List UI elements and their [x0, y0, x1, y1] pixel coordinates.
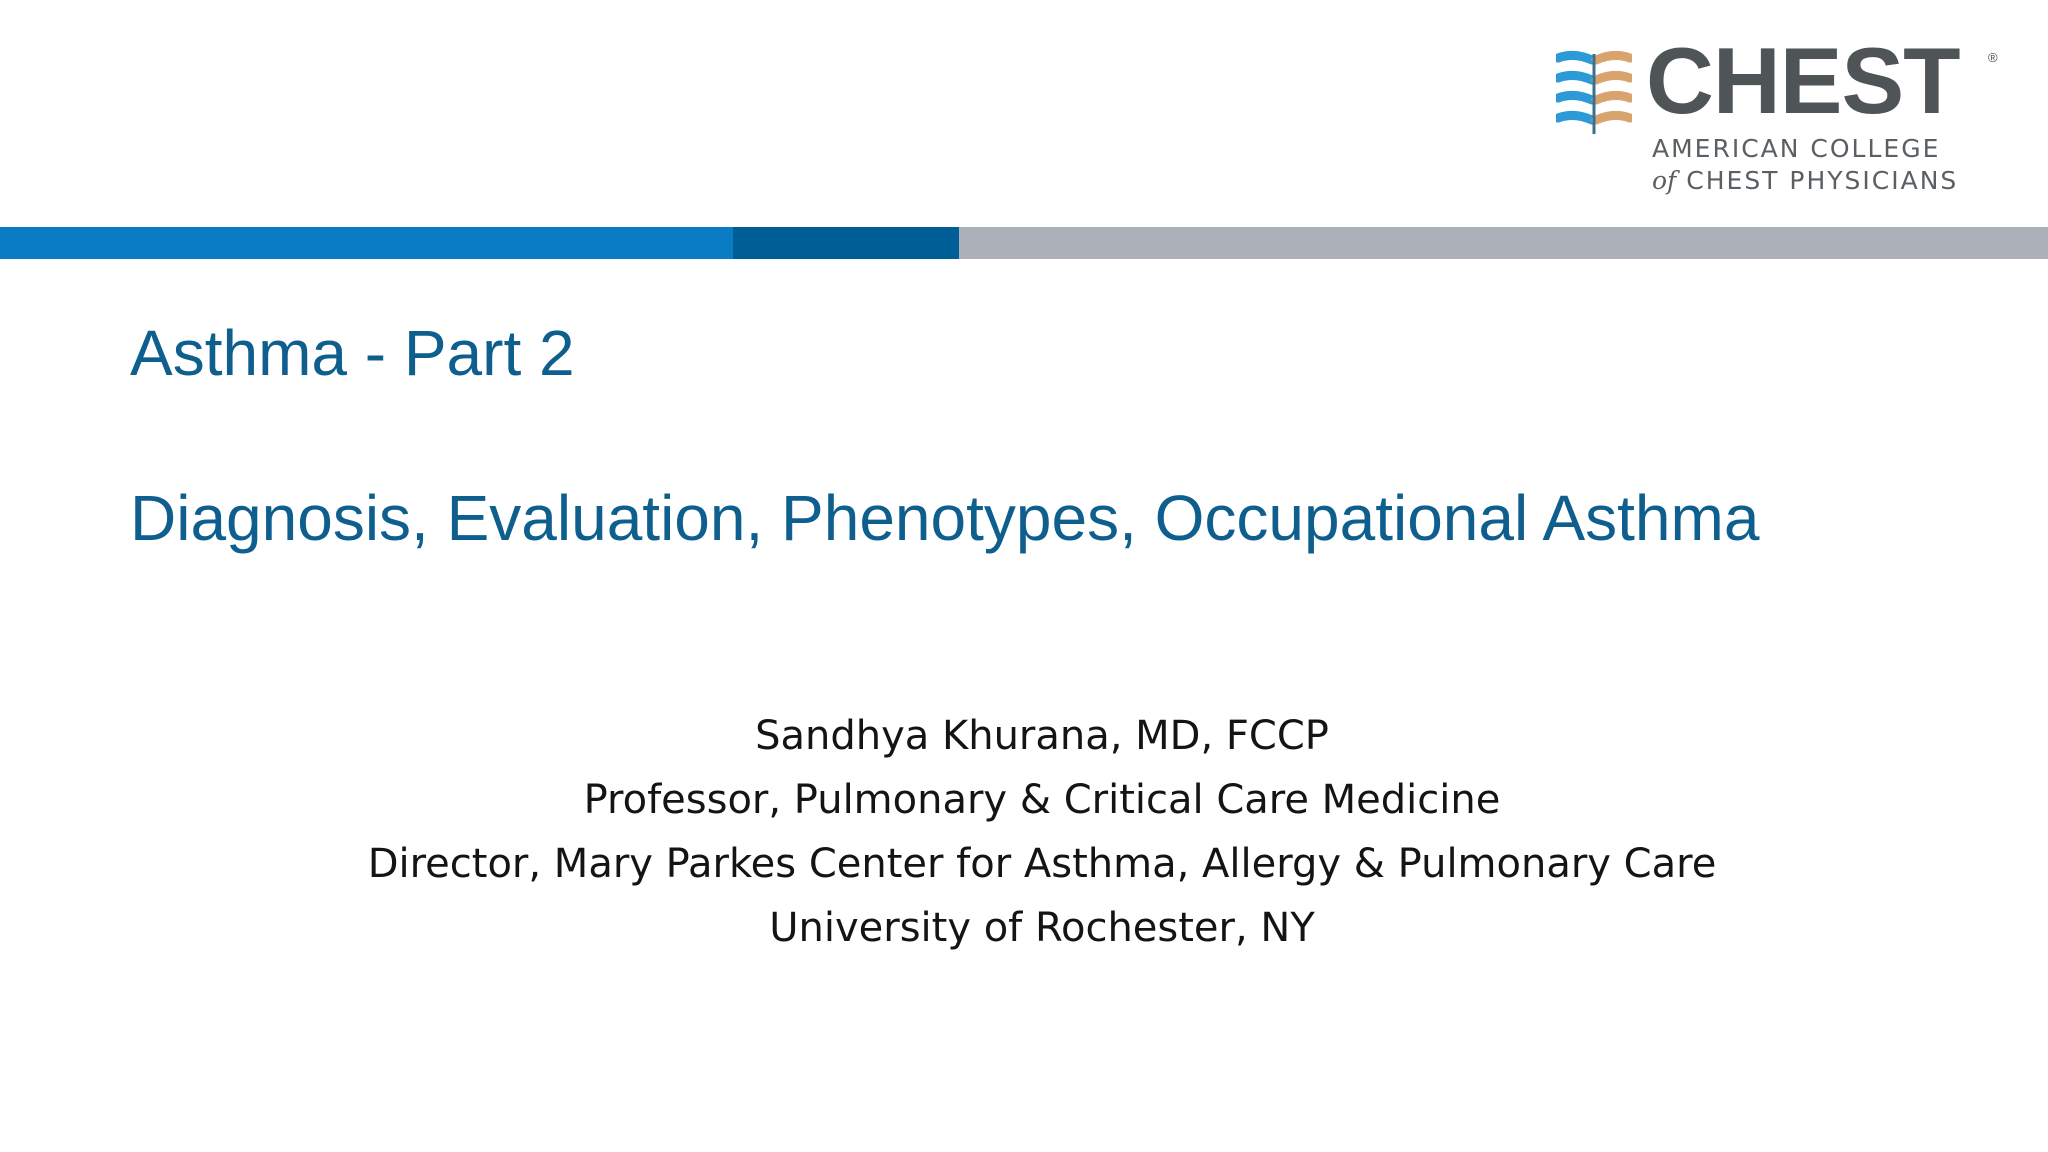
author-position: Professor, Pulmonary & Critical Care Medicine	[583, 777, 1501, 823]
logo-tagline-line1: AMERICAN COLLEGE	[1652, 134, 1941, 163]
author-institution: University of Rochester, NY	[769, 905, 1315, 951]
slide-title: Asthma - Part 2	[130, 317, 575, 389]
author-name: Sandhya Khurana, MD, FCCP	[755, 713, 1329, 759]
author-block	[0, 704, 2048, 960]
logo-of: of	[1652, 166, 1677, 195]
chest-logo	[1556, 28, 1998, 204]
band-segment-gray	[959, 227, 2048, 259]
author-role: Director, Mary Parkes Center for Asthma, Allergy & Pulmonary Care	[367, 841, 1717, 887]
band-segment-blue	[0, 227, 733, 259]
logo-wordmark: CHEST	[1646, 28, 1960, 133]
chest-ribs-icon	[1556, 50, 1632, 136]
slide-subtitle: Diagnosis, Evaluation, Phenotypes, Occupational Asthma	[130, 482, 1760, 554]
logo-tagline-line2-text: CHEST PHYSICIANS	[1686, 166, 1959, 195]
logo-registered-mark: ®	[1988, 50, 1998, 65]
band-segment-dark-blue	[733, 227, 959, 259]
logo-tagline-line2	[1652, 166, 1958, 195]
divider-band	[0, 227, 2048, 259]
